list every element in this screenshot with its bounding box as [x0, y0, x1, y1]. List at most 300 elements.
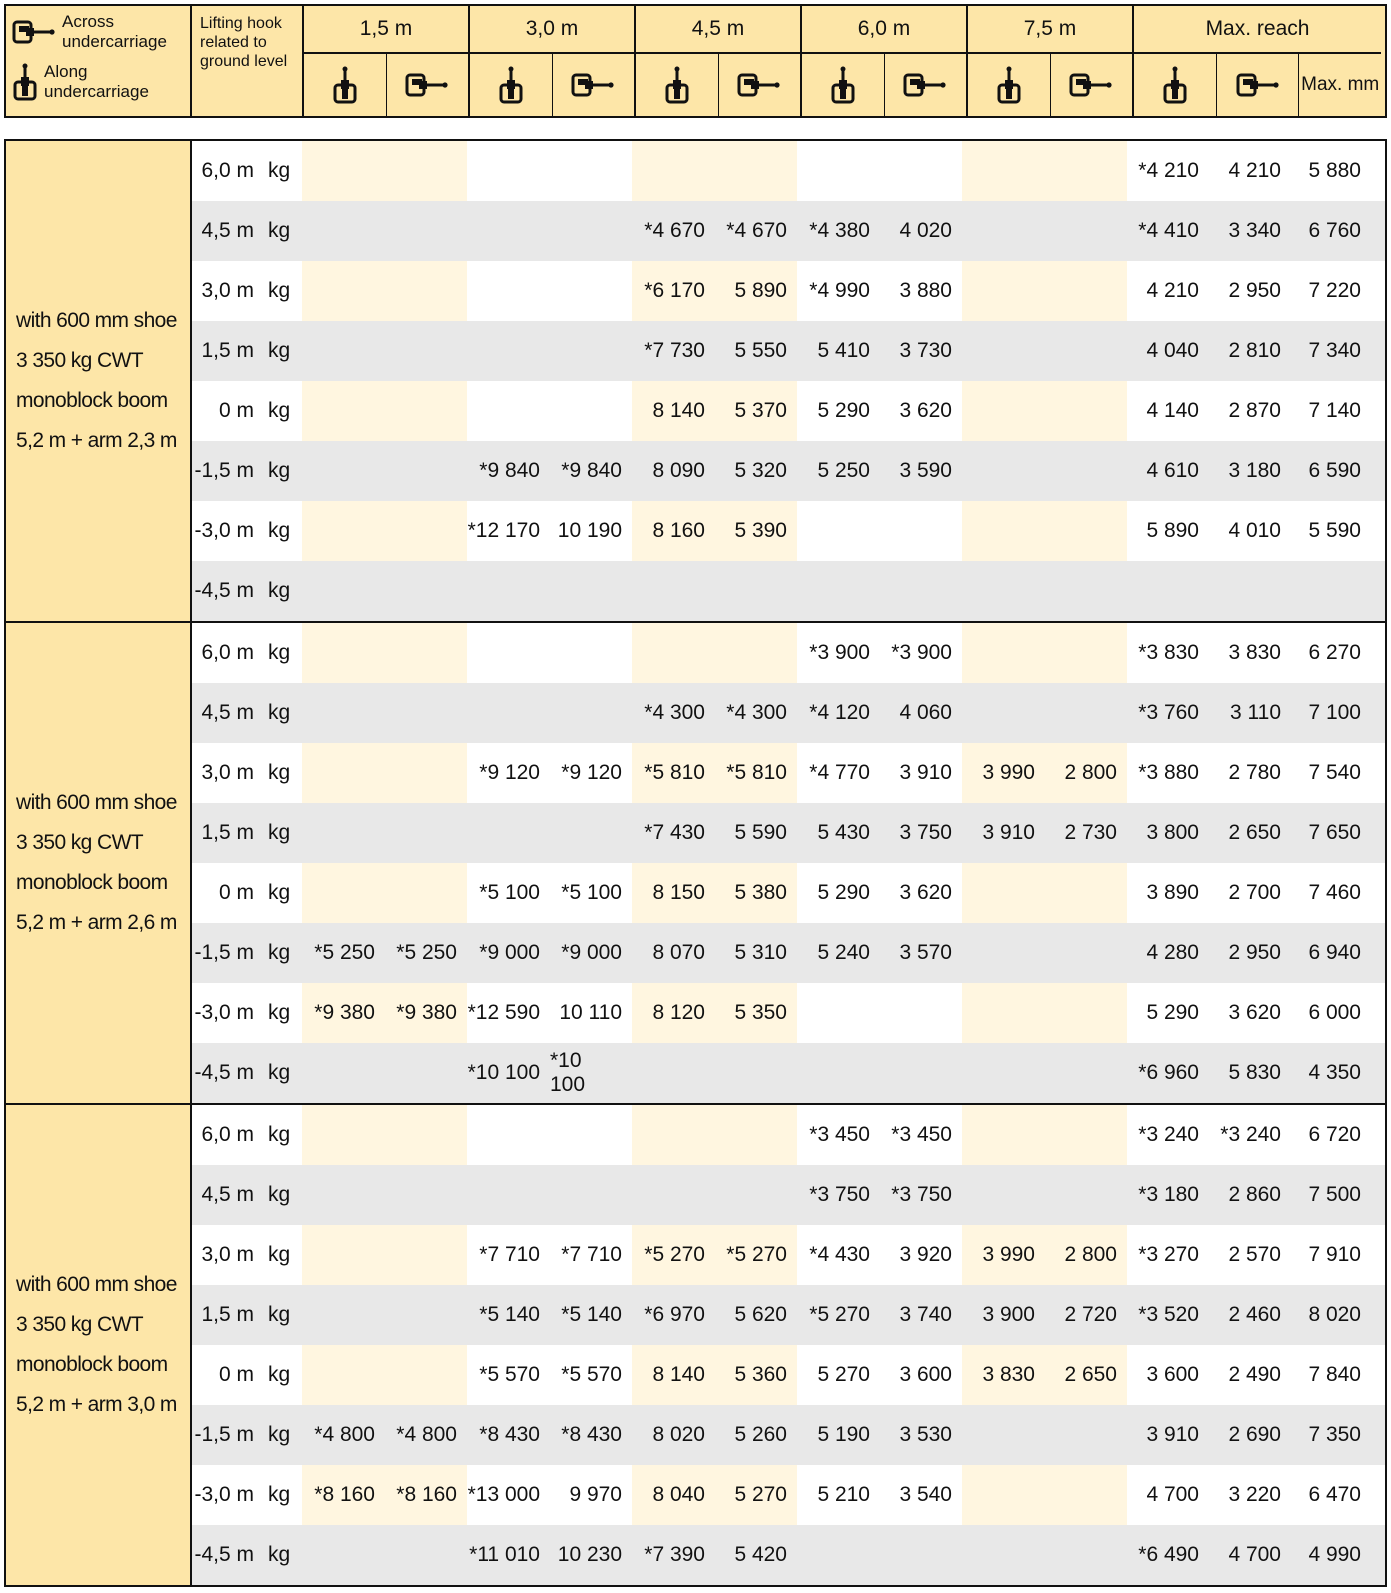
table-row: [192, 1225, 1385, 1285]
capacity-cell: *10 100: [550, 1049, 586, 1096]
crane-across-icon: [386, 54, 469, 116]
config-block: [6, 1105, 1385, 1587]
capacity-cell: 3 890: [1146, 881, 1199, 904]
capacity-cell: [550, 1105, 632, 1165]
crane-along-icon: [12, 63, 38, 101]
capacity-cell: *7 390: [632, 1525, 715, 1585]
capacity-cell: *6 490: [1138, 1543, 1199, 1566]
capacity-cell: 10 190: [557, 519, 622, 542]
capacity-cell: [1045, 1405, 1127, 1465]
capacity-cell: [880, 141, 962, 201]
capacity-cell: [302, 261, 385, 321]
capacity-cell: 9 970: [569, 1483, 622, 1506]
capacity-cell: [962, 683, 1045, 743]
config-label-line: 5,2 m + arm 2,3 m: [16, 429, 177, 452]
capacity-cell: 2 810: [1228, 339, 1281, 362]
hook-height: 3,0 m: [201, 1243, 254, 1266]
capacity-cell: [797, 501, 880, 561]
capacity-cell: [385, 1225, 467, 1285]
capacity-cell: [385, 863, 467, 923]
capacity-cell: 3 590: [899, 459, 952, 482]
capacity-cell: [880, 501, 962, 561]
table-row: [192, 441, 1385, 501]
capacity-cell: 4 700: [1146, 1483, 1199, 1506]
capacity-cell: [715, 561, 797, 621]
max-reach-mm: 6 720: [1308, 1123, 1361, 1146]
unit: kg: [268, 1243, 291, 1266]
capacity-cell: *3 450: [891, 1123, 952, 1146]
capacity-cell: 3 740: [899, 1303, 952, 1326]
capacity-cell: [385, 441, 467, 501]
crane-across-icon: [903, 72, 947, 98]
capacity-cell: [550, 381, 632, 441]
capacity-cell: *5 250: [385, 923, 467, 983]
capacity-cell: [467, 1105, 550, 1165]
capacity-cell: *5 100: [479, 881, 540, 904]
capacity-cell: *7 730: [632, 321, 715, 381]
capacity-cell: [1045, 1525, 1127, 1585]
hook-height: -1,5 m: [194, 1423, 254, 1446]
capacity-cell: [467, 623, 550, 683]
capacity-cell: *7 430: [632, 803, 715, 863]
crane-along-icon: [1162, 66, 1188, 104]
capacity-cell: 2 690: [1228, 1423, 1281, 1446]
capacity-cell: *12 170: [467, 519, 540, 542]
capacity-cell: *3 900: [809, 641, 870, 664]
reach-group-title: 4,5 m: [636, 6, 800, 54]
crane-along-icon: [968, 54, 1050, 116]
capacity-cell: [962, 321, 1045, 381]
capacity-cell: [1045, 1043, 1127, 1103]
hook-height: -1,5 m: [194, 459, 254, 482]
capacity-cell: [302, 743, 385, 803]
unit: kg: [268, 1543, 291, 1566]
crane-across-icon: [571, 72, 615, 98]
table-row: [192, 201, 1385, 261]
capacity-cell: *4 800: [385, 1405, 467, 1465]
capacity-cell: 2 650: [1045, 1345, 1127, 1405]
capacity-cell: [962, 381, 1045, 441]
config-label-line: monoblock boom: [16, 871, 168, 894]
capacity-cell: 4 280: [1146, 941, 1199, 964]
max-reach-mm: 7 350: [1308, 1423, 1361, 1446]
capacity-cell: [797, 561, 880, 621]
capacity-cell: *9 000: [561, 941, 622, 964]
capacity-cell: [302, 321, 385, 381]
capacity-cell: [302, 141, 385, 201]
capacity-cell: *4 210: [1138, 159, 1199, 182]
max-reach-mm: 6 940: [1308, 941, 1361, 964]
capacity-cell: 5 370: [715, 381, 797, 441]
config-block: [6, 623, 1385, 1105]
capacity-cell: [632, 623, 715, 683]
capacity-cell: [797, 1525, 880, 1585]
capacity-cell: [550, 803, 632, 863]
table-row: [192, 1105, 1385, 1165]
capacity-cell: [1045, 1105, 1127, 1165]
capacity-cell: 5 290: [1146, 1001, 1199, 1024]
capacity-cell: *4 670: [632, 201, 715, 261]
hook-height: 0 m: [218, 1363, 254, 1386]
capacity-cell: [385, 1105, 467, 1165]
capacity-cell: [1045, 141, 1127, 201]
capacity-cell: [385, 803, 467, 863]
capacity-cell: [632, 561, 715, 621]
capacity-cell: [550, 321, 632, 381]
reach-group-3-0: [470, 6, 636, 116]
capacity-cell: 3 110: [1230, 701, 1281, 724]
hook-height: 1,5 m: [201, 1303, 254, 1326]
capacity-cell: [1045, 201, 1127, 261]
capacity-cell: [962, 441, 1045, 501]
orientation-legend: [6, 6, 192, 116]
capacity-cell: 5 190: [817, 1423, 870, 1446]
capacity-cell: 3 620: [899, 399, 952, 422]
capacity-cell: 5 390: [715, 501, 797, 561]
unit: kg: [268, 459, 291, 482]
capacity-cell: *5 270: [715, 1225, 797, 1285]
hook-height: -4,5 m: [194, 579, 254, 602]
capacity-cell: [302, 381, 385, 441]
capacity-cell: [385, 261, 467, 321]
capacity-cell: 3 600: [899, 1363, 952, 1386]
hook-height: 3,0 m: [201, 279, 254, 302]
max-reach-mm: 7 140: [1308, 399, 1361, 422]
capacity-cell: [550, 261, 632, 321]
capacity-cell: [467, 561, 550, 621]
capacity-cell: 3 620: [899, 881, 952, 904]
capacity-cell: [550, 683, 632, 743]
config-label-line: 5,2 m + arm 2,6 m: [16, 911, 177, 934]
table-row: [192, 923, 1385, 983]
crane-along-icon: [498, 66, 524, 104]
capacity-cell: [797, 983, 880, 1043]
config-label: [6, 141, 192, 621]
capacity-cell: *7 710: [479, 1243, 540, 1266]
unit: kg: [268, 1061, 291, 1084]
capacity-cell: [962, 863, 1045, 923]
unit: kg: [268, 761, 291, 784]
table-row: [192, 1285, 1385, 1345]
unit: kg: [268, 1423, 291, 1446]
capacity-cell: [1209, 561, 1291, 621]
capacity-cell: 3 220: [1228, 1483, 1281, 1506]
crane-along-icon: [12, 63, 38, 101]
capacity-cell: [302, 683, 385, 743]
capacity-cell: 5 290: [817, 399, 870, 422]
capacity-cell: [385, 501, 467, 561]
capacity-cell: [715, 1165, 797, 1225]
hook-height: 1,5 m: [201, 339, 254, 362]
crane-across-icon: [405, 72, 449, 98]
table-row: [192, 1165, 1385, 1225]
table-row: [192, 863, 1385, 923]
max-reach-mm: 6 590: [1308, 459, 1361, 482]
capacity-cell: *4 770: [809, 761, 870, 784]
capacity-cell: *3 180: [1138, 1183, 1199, 1206]
capacity-cell: *5 570: [561, 1363, 622, 1386]
capacity-cell: *5 570: [479, 1363, 540, 1386]
reach-group-1-5: [304, 6, 470, 116]
capacity-cell: 8 120: [632, 983, 715, 1043]
capacity-cell: [550, 201, 632, 261]
capacity-cell: 2 720: [1045, 1285, 1127, 1345]
capacity-cell: 5 380: [715, 863, 797, 923]
hook-height: -4,5 m: [194, 1061, 254, 1084]
capacity-cell: 5 290: [817, 881, 870, 904]
capacity-cell: *9 000: [479, 941, 540, 964]
capacity-cell: *5 810: [715, 743, 797, 803]
unit: kg: [268, 881, 291, 904]
capacity-cell: 2 800: [1045, 743, 1127, 803]
max-reach-mm: 5 590: [1308, 519, 1361, 542]
capacity-cell: [797, 141, 880, 201]
legend-across: [12, 12, 172, 52]
capacity-cell: [385, 683, 467, 743]
unit: kg: [268, 399, 291, 422]
capacity-cell: [715, 623, 797, 683]
capacity-cell: 5 550: [715, 321, 797, 381]
capacity-cell: 5 830: [1228, 1061, 1281, 1084]
hook-height: 0 m: [218, 399, 254, 422]
capacity-cell: *9 380: [302, 983, 385, 1043]
crane-along-icon: [1134, 54, 1216, 116]
capacity-cell: *3 750: [891, 1183, 952, 1206]
capacity-cell: [302, 1105, 385, 1165]
unit: kg: [268, 941, 291, 964]
capacity-cell: [632, 1105, 715, 1165]
capacity-cell: *4 410: [1138, 219, 1199, 242]
capacity-cell: 8 150: [632, 863, 715, 923]
config-label: [6, 1105, 192, 1585]
hook-height: 1,5 m: [201, 821, 254, 844]
capacity-cell: [385, 1165, 467, 1225]
capacity-cell: [302, 201, 385, 261]
capacity-cell: 3 830: [962, 1345, 1045, 1405]
capacity-cell: 3 540: [899, 1483, 952, 1506]
crane-along-icon: [996, 66, 1022, 104]
max-reach-mm: 7 910: [1308, 1243, 1361, 1266]
max-reach-mm: 4 990: [1308, 1543, 1361, 1566]
lift-capacity-table: [4, 139, 1387, 1587]
capacity-cell: [302, 1165, 385, 1225]
table-row: [192, 1405, 1385, 1465]
capacity-cell: 2 460: [1228, 1303, 1281, 1326]
capacity-cell: [962, 501, 1045, 561]
capacity-cell: 8 090: [632, 441, 715, 501]
capacity-cell: [302, 1043, 385, 1103]
capacity-cell: 2 800: [1045, 1225, 1127, 1285]
config-label-line: 5,2 m + arm 3,0 m: [16, 1393, 177, 1416]
capacity-cell: 4 210: [1146, 279, 1199, 302]
capacity-cell: [880, 561, 962, 621]
capacity-cell: [385, 743, 467, 803]
capacity-cell: [385, 1345, 467, 1405]
reach-group-4-5: [636, 6, 802, 116]
capacity-cell: 5 210: [817, 1483, 870, 1506]
config-label-line: with 600 mm shoe: [16, 309, 177, 332]
capacity-cell: *12 590: [467, 1001, 540, 1024]
capacity-cell: 2 950: [1228, 941, 1281, 964]
capacity-cell: 5 420: [715, 1525, 797, 1585]
capacity-cell: 4 060: [899, 701, 952, 724]
crane-along-icon: [830, 66, 856, 104]
hook-height: 6,0 m: [201, 641, 254, 664]
config-label-line: monoblock boom: [16, 389, 168, 412]
capacity-cell: [467, 683, 550, 743]
capacity-cell: [1045, 261, 1127, 321]
capacity-cell: *4 990: [809, 279, 870, 302]
capacity-cell: [385, 1043, 467, 1103]
capacity-cell: 2 780: [1228, 761, 1281, 784]
capacity-cell: [1045, 623, 1127, 683]
capacity-cell: [1045, 561, 1127, 621]
hook-height: 0 m: [218, 881, 254, 904]
capacity-cell: 5 250: [817, 459, 870, 482]
capacity-cell: [1045, 321, 1127, 381]
capacity-cell: *4 120: [809, 701, 870, 724]
capacity-cell: *8 160: [385, 1465, 467, 1525]
capacity-cell: 4 210: [1228, 159, 1281, 182]
capacity-cell: 5 360: [715, 1345, 797, 1405]
unit: kg: [268, 159, 291, 182]
capacity-cell: 2 650: [1228, 821, 1281, 844]
capacity-cell: 2 870: [1228, 399, 1281, 422]
capacity-cell: [302, 803, 385, 863]
capacity-cell: 3 910: [962, 803, 1045, 863]
max-reach-mm: 7 840: [1308, 1363, 1361, 1386]
capacity-cell: [962, 201, 1045, 261]
unit: kg: [268, 579, 291, 602]
capacity-cell: *3 270: [1138, 1243, 1199, 1266]
capacity-cell: *3 880: [1138, 761, 1199, 784]
unit: kg: [268, 1363, 291, 1386]
capacity-cell: [797, 1043, 880, 1103]
capacity-cell: 2 490: [1228, 1363, 1281, 1386]
reach-group-6-0: [802, 6, 968, 116]
capacity-cell: [302, 1525, 385, 1585]
capacity-cell: 3 990: [962, 743, 1045, 803]
capacity-cell: [1045, 1465, 1127, 1525]
max-reach-mm: 8 020: [1308, 1303, 1361, 1326]
max-reach-mm: 6 270: [1308, 641, 1361, 664]
max-reach-mm: 6 000: [1308, 1001, 1361, 1024]
capacity-cell: [385, 561, 467, 621]
hook-height: -3,0 m: [194, 1483, 254, 1506]
capacity-cell: *3 900: [891, 641, 952, 664]
capacity-cell: [302, 1285, 385, 1345]
max-reach-mm: 6 470: [1308, 1483, 1361, 1506]
capacity-cell: 5 890: [1146, 519, 1199, 542]
capacity-cell: *4 300: [632, 683, 715, 743]
capacity-cell: *3 760: [1138, 701, 1199, 724]
capacity-cell: [962, 1165, 1045, 1225]
capacity-cell: 3 620: [1228, 1001, 1281, 1024]
crane-along-icon: [664, 66, 690, 104]
config-label-line: 3 350 kg CWT: [16, 1313, 144, 1336]
reach-group-7-5: [968, 6, 1134, 116]
capacity-cell: [962, 983, 1045, 1043]
max-reach-mm: 7 100: [1308, 701, 1361, 724]
capacity-cell: 3 990: [962, 1225, 1045, 1285]
config-label: [6, 623, 192, 1103]
crane-along-icon: [332, 66, 358, 104]
crane-along-icon: [304, 54, 386, 116]
capacity-cell: [467, 261, 550, 321]
capacity-cell: [962, 1105, 1045, 1165]
capacity-cell: 5 890: [715, 261, 797, 321]
capacity-cell: [962, 923, 1045, 983]
capacity-cell: [1045, 1165, 1127, 1225]
table-row: [192, 501, 1385, 561]
capacity-cell: *3 240: [1138, 1123, 1199, 1146]
crane-across-icon: [718, 54, 801, 116]
hook-height-header: Lifting hook related to ground level: [192, 6, 304, 116]
capacity-cell: [302, 501, 385, 561]
capacity-cell: [302, 561, 385, 621]
capacity-cell: [1045, 983, 1127, 1043]
max-reach-mm: 6 760: [1308, 219, 1361, 242]
crane-across-icon: [1216, 54, 1299, 116]
capacity-cell: [385, 1525, 467, 1585]
capacity-cell: 8 160: [632, 501, 715, 561]
capacity-cell: [715, 141, 797, 201]
hook-height: 6,0 m: [201, 1123, 254, 1146]
capacity-cell: 5 310: [715, 923, 797, 983]
capacity-cell: *5 270: [632, 1225, 715, 1285]
max-reach-mm: 7 500: [1308, 1183, 1361, 1206]
capacity-cell: *8 430: [561, 1423, 622, 1446]
capacity-cell: *4 430: [809, 1243, 870, 1266]
capacity-cell: *9 380: [385, 983, 467, 1043]
capacity-cell: 3 570: [899, 941, 952, 964]
capacity-cell: 10 230: [557, 1543, 622, 1566]
crane-across-icon: [1236, 72, 1280, 98]
reach-group-title: 6,0 m: [802, 6, 966, 54]
capacity-cell: *8 430: [479, 1423, 540, 1446]
capacity-cell: [302, 441, 385, 501]
capacity-cell: [962, 623, 1045, 683]
capacity-cell: [467, 321, 550, 381]
capacity-cell: 3 880: [899, 279, 952, 302]
unit: kg: [268, 821, 291, 844]
capacity-cell: 10 110: [559, 1001, 622, 1024]
reach-group-title: 1,5 m: [304, 6, 468, 54]
reach-group-title: 3,0 m: [470, 6, 634, 54]
capacity-cell: 3 900: [962, 1285, 1045, 1345]
capacity-cell: [550, 141, 632, 201]
max-reach-mm: 7 540: [1308, 761, 1361, 784]
capacity-cell: 5 270: [715, 1465, 797, 1525]
config-label-line: with 600 mm shoe: [16, 1273, 177, 1296]
reach-group-max: [1134, 6, 1381, 116]
capacity-cell: *11 010: [469, 1543, 540, 1566]
capacity-cell: *9 840: [479, 459, 540, 482]
hook-height: 4,5 m: [201, 1183, 254, 1206]
capacity-cell: 8 140: [632, 1345, 715, 1405]
capacity-cell: 3 920: [899, 1243, 952, 1266]
legend-along: [12, 62, 154, 102]
crane-along-icon: [802, 54, 884, 116]
capacity-cell: *5 250: [302, 923, 385, 983]
capacity-cell: 3 800: [1146, 821, 1199, 844]
table-row: [192, 803, 1385, 863]
capacity-cell: 3 530: [899, 1423, 952, 1446]
crane-across-icon: [884, 54, 967, 116]
capacity-cell: [632, 1043, 715, 1103]
table-row: [192, 1465, 1385, 1525]
capacity-cell: 3 600: [1146, 1363, 1199, 1386]
